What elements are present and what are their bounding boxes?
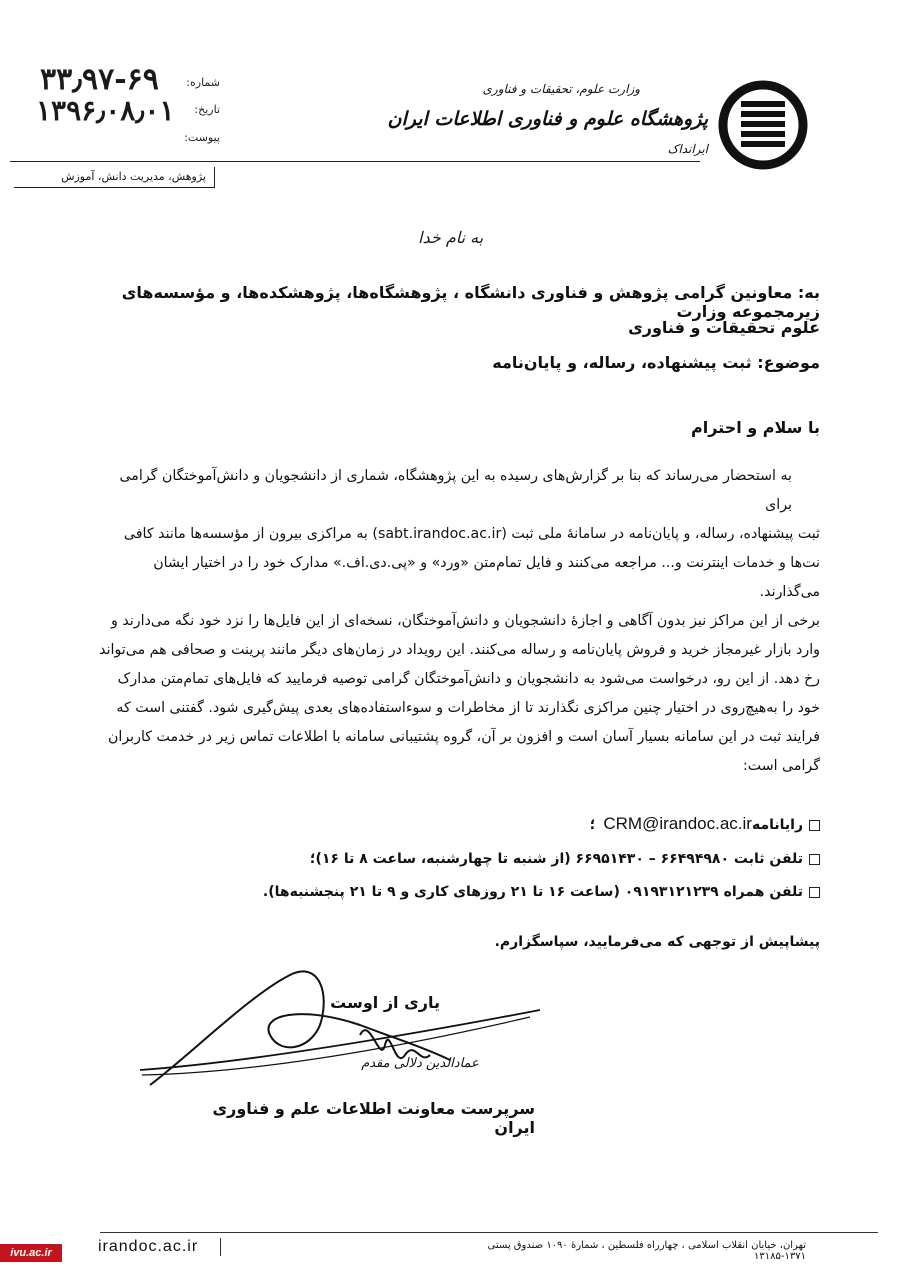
basmala: به نام خدا [418, 228, 484, 247]
checkbox-icon [809, 887, 820, 898]
closing-line: پیشاپیش از توجهی که می‌فرمایید، سپاسگزارم. [494, 934, 820, 950]
contact-phone-fixed [100, 851, 820, 867]
body-paragraph [90, 462, 820, 781]
footer-separator [220, 1238, 221, 1256]
irandoc-label: ایرانداک [667, 142, 708, 156]
footer-divider [100, 1232, 878, 1233]
email-link[interactable]: CRM@irandoc.ac.ir [603, 814, 752, 833]
body-line: برخی از این مراکز نیز بدون آگاهی و اجازهٔ دانشجویان و دانش‌آموختگان، نسخه‌ای از این فایل‌ها را نزد خود نگه می‌دارند و [111, 613, 820, 629]
attachment-label: پیوست: [184, 131, 220, 144]
email-label: رایانامه [751, 817, 803, 833]
contact-phone-mobile [100, 884, 820, 900]
date-value: ۱۳۹۶٫۰۸٫۰۱ [36, 94, 175, 127]
checkbox-icon [809, 820, 820, 831]
body-line: نت‌ها و خدمات اینترنت و... مراجعه می‌کنند و فایل تمام‌متن «ورد» و «پی.دی.اف.» مدارک خود را در اختیار ایشان می‌گذارند. [153, 555, 820, 600]
recipient-line-2: علوم تحقیقات و فناوری [628, 318, 820, 337]
email-tail: ؛ [589, 817, 596, 833]
phone-mobile-text: تلفن همراه ۰۹۱۹۳۱۲۱۲۳۹ (ساعت ۱۶ تا ۲۱ روزهای کاری و ۹ تا ۲۱ پنجشنبه‌ها). [262, 884, 803, 900]
body-line: وارد بازار غیرمجاز خرید و فروش پایان‌نامه و رساله می‌کنند. این رویداد در زمان‌های دیگر مانند پرینت و صحافی هم می‌تواند [99, 642, 820, 658]
phone-fixed-text: تلفن ثابت ۶۶۴۹۴۹۸۰ – ۶۶۹۵۱۴۳۰ (از شنبه تا چهارشنبه، ساعت ۸ تا ۱۶)؛ [309, 851, 803, 867]
logo-bar [741, 101, 785, 107]
logo-bar [741, 111, 785, 117]
signature [130, 955, 560, 1105]
checkbox-icon [809, 854, 820, 865]
body-line: ثبت پیشنهاده، رساله، و پایان‌نامه در سامانهٔ ملی ثبت (sabt.irandoc.ac.ir) به مراکزی بیرون از مؤسسه‌ها مانند کافی [123, 526, 820, 542]
date-label: تاریخ: [194, 103, 220, 116]
yari-az-oust: یاری از اوست [330, 993, 440, 1012]
source-badge[interactable]: ivu.ac.ir [0, 1244, 62, 1262]
footer-address: تهران، خیابان انقلاب اسلامی ، چهارراه فلسطین ، شمارهٔ ۱۰۹۰ صندوق پستی ۱۳۷۱-۱۳۱۸۵ [487, 1240, 806, 1262]
body-line: فرایند ثبت در این سامانه بسیار آسان است و افزون بر آن، گروه پشتیبانی سامانه با اطلاعات تماس زیر در خدمت کاربران [107, 729, 820, 745]
contact-email [100, 814, 820, 834]
body-line: رخ دهد. از این رو، درخواست می‌شود به دانشجویان و دانش‌آموختگان گرامی توصیه فرمایید که فایل‌های تمام‌متن مدارک [117, 671, 820, 687]
header-divider [10, 161, 700, 162]
body-line: خود را به‌هیچ‌روی در اختیار چنین مراکزی نگذارند تا از مخاطرات و سوءاستفاده‌های بعدی پیش‌گیری شود. گفتنی است که [116, 700, 820, 716]
institute-name: پژوهشگاه علوم و فناوری اطلاعات ایران [387, 108, 708, 130]
footer-url[interactable]: irandoc.ac.ir [98, 1238, 199, 1255]
subject-line: موضوع: ثبت پیشنهاده، رساله، و پایان‌نامه [492, 353, 820, 372]
greeting: با سلام و احترام [691, 418, 820, 437]
recipient-line-1: به: معاونین گرامی پژوهش و فناوری دانشگاه ، پژوهشگاه‌ها، پژوهشکده‌ها، و مؤسسه‌های زیرمجموعه وزارت [121, 283, 820, 321]
logo-bar [741, 121, 785, 127]
irandoc-logo [718, 80, 808, 170]
ministry-name: وزارت علوم، تحقیقات و فناوری [482, 82, 640, 96]
stamp-text: پژوهش، مدیریت دانش، آموزش [61, 170, 206, 183]
department-stamp [14, 167, 215, 188]
signature-name: عمادالدین دلالی مقدم [361, 1056, 479, 1071]
logo-bar [741, 141, 785, 147]
number-value: ۳۳٫۹۷-۶۹ [40, 62, 159, 97]
logo-bar [741, 131, 785, 137]
body-line: به استحضار می‌رساند که بنا بر گزارش‌های رسیده به این پژوهشگاه، شماری از دانشجویان و دانش‌آموختگان گرامی برای [119, 468, 792, 513]
signer-title: سرپرست معاونت اطلاعات علم و فناوری ایران [212, 1099, 535, 1137]
number-label: شماره: [186, 76, 220, 89]
body-line: گرامی است: [743, 758, 820, 774]
